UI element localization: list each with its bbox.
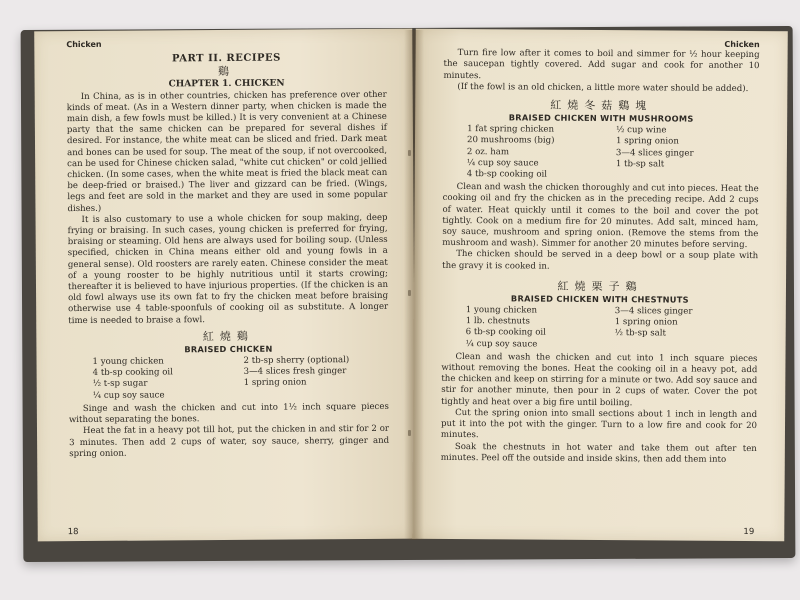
recipe-cjk-title: 紅燒冬菇鷄塊 bbox=[550, 98, 653, 113]
ingredient bbox=[616, 170, 759, 182]
ingredient: 20 mushrooms (big) bbox=[466, 135, 555, 147]
book-gutter bbox=[404, 30, 424, 540]
ingredient: 3—4 slices fresh ginger bbox=[243, 366, 347, 378]
ingredient: 2 oz. ham bbox=[466, 146, 510, 157]
binding-stitch bbox=[408, 430, 411, 436]
intro-paragraph-2: It is also customary to use a whole chicken for soup making, deep frying or braising. In such cases, young chicken is preferred for frying, braising or steaming. Old hens are always used for boiling soup. (Unless specified, chicken in China means either old and young fowls in a general sense). Old roosters are rarely eaten. Chinese consider the meat of a young rooster to be highly nutritious until it starts crowing; thereafter it is believed to have injurious properties. (If the chicken is an old fowl always use its own fat to fry the chicken meat before braising otherwise use 4 table-spoonfuls of cooking oil as substitute. A longer time is needed to braise a fowl. bbox=[67, 212, 389, 326]
left-page bbox=[34, 29, 416, 542]
ingredient: ½ tb-sp salt bbox=[614, 328, 667, 339]
recipe-step: Soak the chestnuts in hot water and take them out after ten minutes. Peel off the outside and inside skins, then add them into bbox=[440, 441, 757, 465]
ingredient: 1 spring onion bbox=[243, 377, 307, 389]
recipe-step: Singe and wash the chicken and cut into 1½ inch square pieces without separating the bones. bbox=[68, 401, 389, 426]
ingredient: 1 fat spring chicken bbox=[467, 124, 555, 135]
recipe-cjk-title: 紅燒鷄 bbox=[202, 329, 254, 344]
ingredient: 3—4 slices ginger bbox=[614, 306, 693, 317]
ingredient-list-braised-chicken bbox=[69, 355, 389, 402]
ingredient-list-mushrooms bbox=[443, 124, 759, 182]
right-page bbox=[412, 29, 788, 542]
ingredient-list-chestnuts bbox=[442, 305, 758, 352]
recipe-title-chestnuts: BRAISED CHICKEN WITH CHESTNUTS bbox=[510, 293, 689, 305]
intro-paragraph-1: In China, as is in other countries, chicken has preference over other kinds of meat. (As in a Western dinner party, when chicken is made the main dish, a few fowls must be killed.) It is very convenient at a Chinese party that the same chicken can be prepared for several dishes if desired. For instance, the white meat can be sliced and fried. Dark meat and bones can be used for soup. The meat of the soup, if not overcooked, can be used for Chinese chicken salad, "white cut chicken" or cold jellied chicken. (In some cases, when the white meat is fried the black meat can be deep-fried or braised.) The liver and gizzard can be fried. (Wings, legs and feet are sold in the market and they are used in some popular dishes.) bbox=[66, 89, 388, 214]
right-running-head: Chicken bbox=[724, 39, 760, 50]
ingredient: ½ cup wine bbox=[616, 125, 667, 136]
ingredient: 4 tb-sp cooking oil bbox=[92, 367, 173, 379]
right-page-number: 19 bbox=[743, 527, 755, 538]
recipe-step: Heat the fat in a heavy pot till hot, put the chicken in and stir for 2 or 3 minutes. Then add 2 cups of water, soy sauce, sherry, ginger and spring onion. bbox=[69, 424, 390, 459]
left-page-number: 18 bbox=[67, 527, 79, 538]
recipe-step: Clean and wash the chicken thoroughly and cut into pieces. Heat the cooking oil and fry the chicken as in the preceding recipe. Add 2 cups of water. Heat quickly until it comes to the boil and cover the pot tightly. Cook on a medium fire for 20 minutes. Add salt, minced ham, soy sauce, mushroom and spring onion. (Remove the stems from the mushroom and wash). Simmer for another 20 minutes before serving. bbox=[442, 182, 759, 251]
carry-paragraph: Turn fire low after it comes to boil and simmer for ½ hour keeping the saucepan tightly covered. Add sugar and cook for another 10 minutes. bbox=[443, 48, 760, 81]
chapter-title: CHAPTER 1. CHICKEN bbox=[168, 78, 285, 90]
ingredient: 1 tb-sp salt bbox=[615, 158, 665, 170]
ingredient: ½ t-sp sugar bbox=[92, 379, 148, 390]
part-title: PART II. RECIPES bbox=[171, 52, 281, 65]
recipe-cjk-title: 紅燒栗子鷄 bbox=[557, 279, 643, 294]
carry-paragraph: (If the fowl is an old chicken, a little more water should be added). bbox=[457, 81, 749, 94]
left-page-content bbox=[66, 37, 389, 533]
ingredient: 1 spring onion bbox=[614, 317, 678, 328]
ingredient: 3—4 slices ginger bbox=[615, 147, 694, 159]
recipe-step: Clean and wash the chicken and cut into 1 inch square pieces without removing the bones. Heat the cooking oil in a heavy pot, add the chicken and keep on stirring for a minute or two. Add soy sauce and stir for another minute, then pour in 2 cups of water. Cover the pot tightly and heat over a big fire until boiling. bbox=[441, 351, 758, 408]
ingredient: ¼ cup soy sauce bbox=[465, 338, 538, 350]
ingredient: 4 tb-sp cooking oil bbox=[466, 169, 548, 180]
ingredient bbox=[244, 389, 389, 401]
ingredient: ¼ cup soy sauce bbox=[466, 157, 539, 169]
ingredient: 1 young chicken bbox=[92, 356, 164, 368]
ingredient: 1 young chicken bbox=[465, 305, 538, 316]
ingredient: 6 tb-sp cooking oil bbox=[465, 327, 546, 339]
recipe-step: Cut the spring onion into small sections about 1 inch in length and put it into the pot with the ginger. Turn to a low fire and cook for 20 minutes. bbox=[440, 407, 758, 441]
recipe-step: The chicken should be served in a deep bowl or a soup plate with the gravy it is cooked in. bbox=[442, 249, 759, 272]
left-running-head: Chicken bbox=[66, 39, 102, 50]
recipe-title-mushrooms: BRAISED CHICKEN WITH MUSHROOMS bbox=[508, 112, 694, 124]
ingredient: 1 lb. chestnuts bbox=[465, 316, 530, 327]
ingredient: 1 spring onion bbox=[615, 136, 679, 147]
ingredient bbox=[615, 340, 758, 352]
part-cjk-title: 鷄 bbox=[217, 65, 236, 79]
ingredient: ¼ cup soy sauce bbox=[92, 390, 165, 401]
recipe-title-braised-chicken: BRAISED CHICKEN bbox=[184, 343, 273, 355]
binding-stitch bbox=[408, 150, 411, 156]
right-page-content bbox=[440, 37, 759, 533]
binding-stitch bbox=[408, 290, 411, 296]
ingredient: 2 tb-sp sherry (optional) bbox=[243, 355, 350, 366]
